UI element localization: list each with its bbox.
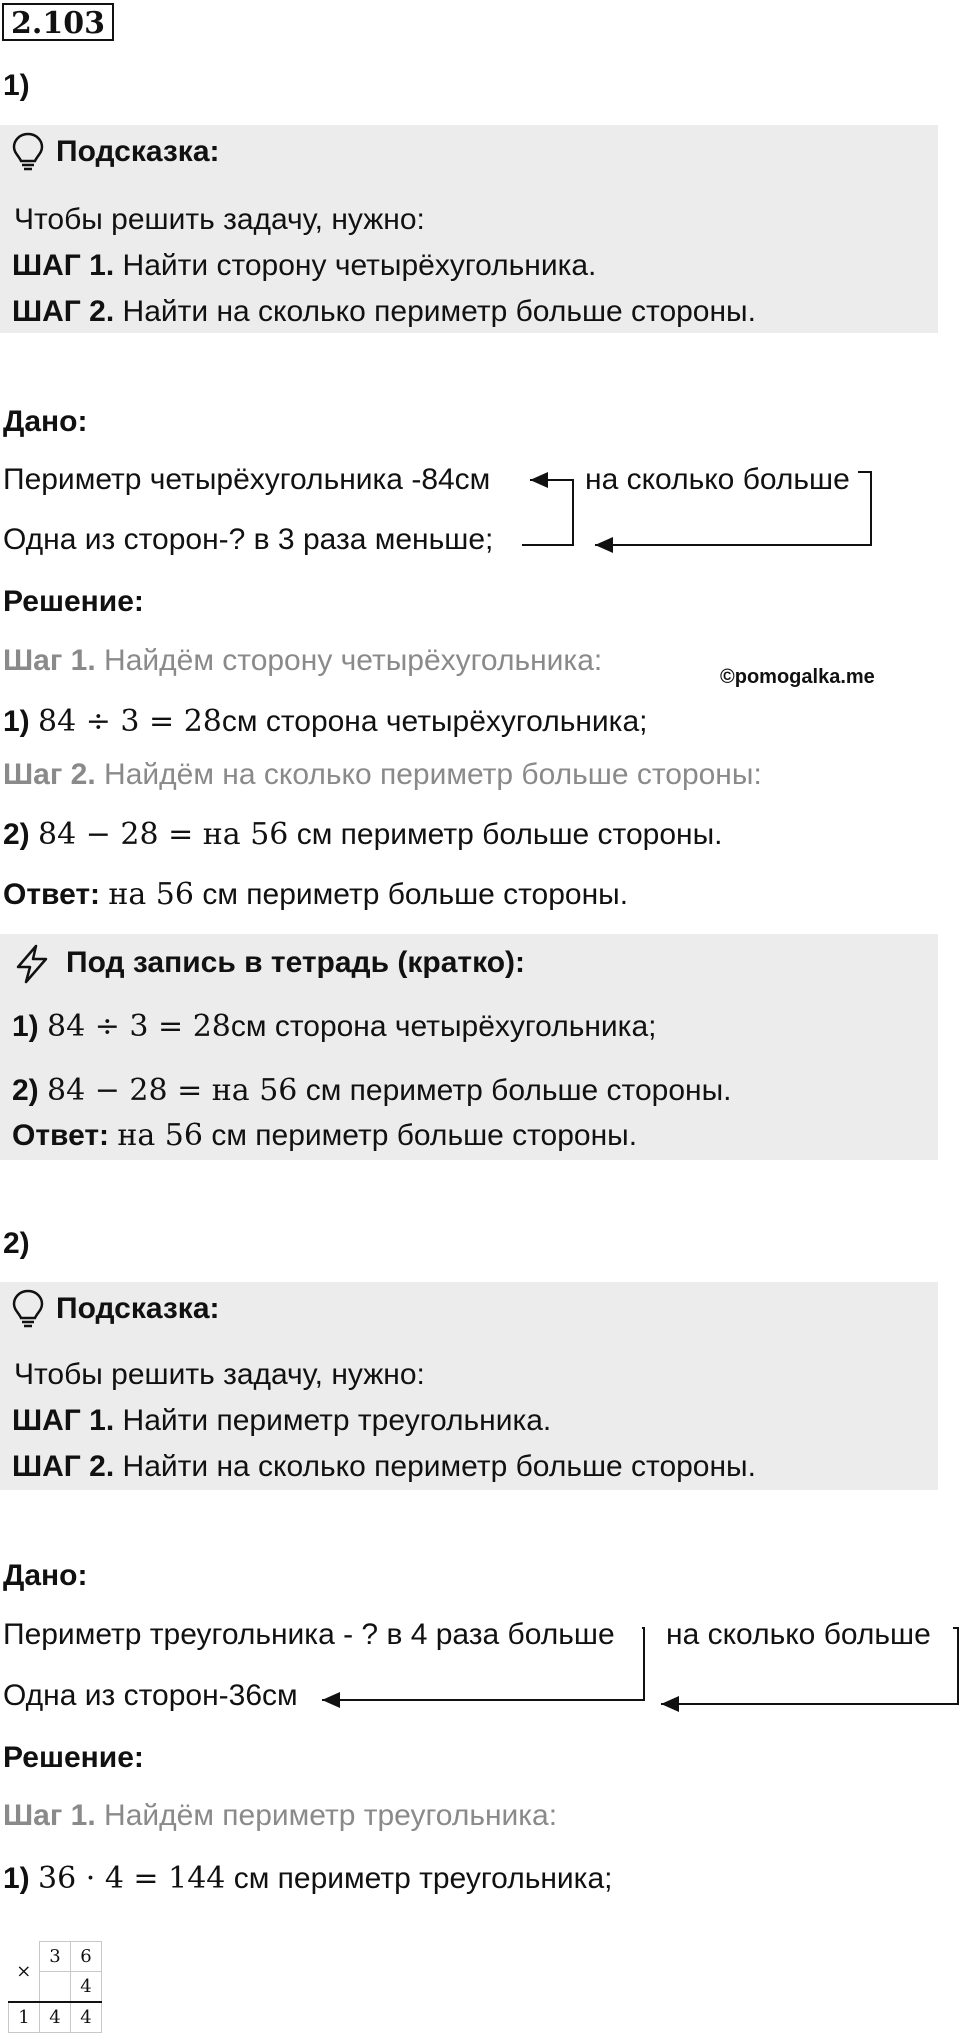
part1-given-note: на сколько больше — [585, 463, 850, 496]
multiply-sign: × — [16, 1960, 32, 1982]
part2-hint-step2 — [12, 1449, 756, 1485]
calc-text: см периметр больше стороны. — [288, 818, 723, 851]
calc-number: 1) — [3, 1862, 30, 1895]
part2-solution-title: Решение: — [3, 1741, 144, 1774]
step-text: Найдём периметр треугольника: — [104, 1799, 558, 1832]
digit-cell: 3 — [40, 1942, 71, 1972]
part2-given-line1: Периметр треугольника - ? в 4 раза больше — [3, 1618, 615, 1651]
step-text: Найти на сколько периметр больше стороны. — [122, 1450, 756, 1483]
digit-cell — [40, 1972, 71, 2003]
step-text: Найти сторону четырёхугольника. — [122, 249, 597, 282]
answer-text: см периметр больше стороны. — [193, 878, 629, 911]
part1-hint-step2 — [12, 294, 756, 330]
part1-answer — [3, 877, 628, 913]
part1-given-line1: Периметр четырёхугольника -84см — [3, 463, 491, 496]
answer-text: см периметр больше стороны. — [202, 1119, 638, 1152]
part1-hint-title: Подсказка: — [56, 135, 220, 168]
step-text: Найти периметр треугольника. — [122, 1404, 552, 1437]
result-cell: 4 — [71, 2002, 102, 2033]
calc-text: см сторона четырёхугольника; — [221, 705, 648, 738]
calc-text: см периметр треугольника; — [225, 1862, 613, 1895]
part2-hint-title: Подсказка: — [56, 1292, 220, 1325]
answer-label: Ответ: — [12, 1119, 110, 1152]
step-label: Шаг 2. — [3, 758, 96, 791]
calc-number: 2) — [3, 818, 30, 851]
calc-expression: 84 ÷ 3 = 28 — [47, 1009, 231, 1044]
part2-given-note: на сколько больше — [666, 1618, 931, 1651]
step-label: Шаг 1. — [3, 644, 96, 677]
step-label: ШАГ 2. — [12, 1450, 115, 1483]
part2-given-title: Дано: — [3, 1559, 88, 1592]
answer-label: Ответ: — [3, 878, 101, 911]
answer-expression: на 56 — [117, 1118, 203, 1153]
part1-calc1 — [3, 704, 647, 740]
part1-notebook-calc1 — [12, 1009, 656, 1045]
calc-expression: 84 ÷ 3 = 28 — [38, 704, 222, 739]
step-label: ШАГ 1. — [12, 1404, 115, 1437]
part2-step1-heading — [3, 1798, 557, 1834]
problem-number: 2.103 — [2, 3, 114, 41]
part1-bracket-connector — [522, 480, 573, 545]
step-text: Найти на сколько периметр больше стороны. — [122, 295, 756, 328]
step-label: Шаг 1. — [3, 1799, 96, 1832]
calc-number: 1) — [3, 705, 30, 738]
part1-step1-heading — [3, 643, 602, 679]
part1-hint-step1 — [12, 248, 596, 284]
calc-expression: 84 − 28 = на 56 — [38, 817, 289, 852]
part1-hint-intro: Чтобы решить задачу, нужно: — [14, 203, 425, 236]
part1-solution-title: Решение: — [3, 585, 144, 618]
part1-notebook-calc2 — [12, 1073, 731, 1109]
lightning-icon — [12, 943, 52, 985]
part2-hint-step1 — [12, 1403, 551, 1439]
digit-cell: 6 — [71, 1942, 102, 1972]
calc-number: 1) — [12, 1010, 39, 1043]
step-label: ШАГ 2. — [12, 295, 115, 328]
part1-calc2 — [3, 817, 722, 853]
column-multiplication — [8, 1941, 102, 2033]
step-text: Найдём на сколько периметр больше стороны: — [104, 758, 762, 791]
part1-given-line2: Одна из сторон-? в 3 раза меньше; — [3, 523, 494, 556]
lightbulb-icon — [10, 1288, 46, 1330]
watermark: ©pomogalka.me — [720, 666, 875, 688]
answer-expression: на 56 — [108, 877, 194, 912]
calc-expression: 36 · 4 = 144 — [38, 1861, 226, 1896]
part2-calc1 — [3, 1861, 612, 1897]
calc-expression: 84 − 28 = на 56 — [47, 1073, 298, 1108]
result-cell: 4 — [40, 2002, 71, 2033]
lightbulb-icon — [10, 131, 46, 173]
part1-label: 1) — [3, 69, 30, 102]
part1-notebook-title: Под запись в тетрадь (кратко): — [66, 946, 526, 979]
result-cell: 1 — [9, 2002, 40, 2033]
calc-text: см периметр больше стороны. — [297, 1074, 732, 1107]
step-label: ШАГ 1. — [12, 249, 115, 282]
part1-step2-heading — [3, 757, 762, 793]
step-text: Найдём сторону четырёхугольника: — [104, 644, 603, 677]
part2-label: 2) — [3, 1227, 30, 1260]
part1-notebook-answer — [12, 1118, 637, 1154]
part2-given-line2: Одна из сторон-36см — [3, 1679, 298, 1712]
calc-text: см сторона четырёхугольника; — [230, 1010, 657, 1043]
digit-cell: 4 — [71, 1972, 102, 2003]
part1-given-title: Дано: — [3, 405, 88, 438]
calc-number: 2) — [12, 1074, 39, 1107]
part2-hint-intro: Чтобы решить задачу, нужно: — [14, 1358, 425, 1391]
